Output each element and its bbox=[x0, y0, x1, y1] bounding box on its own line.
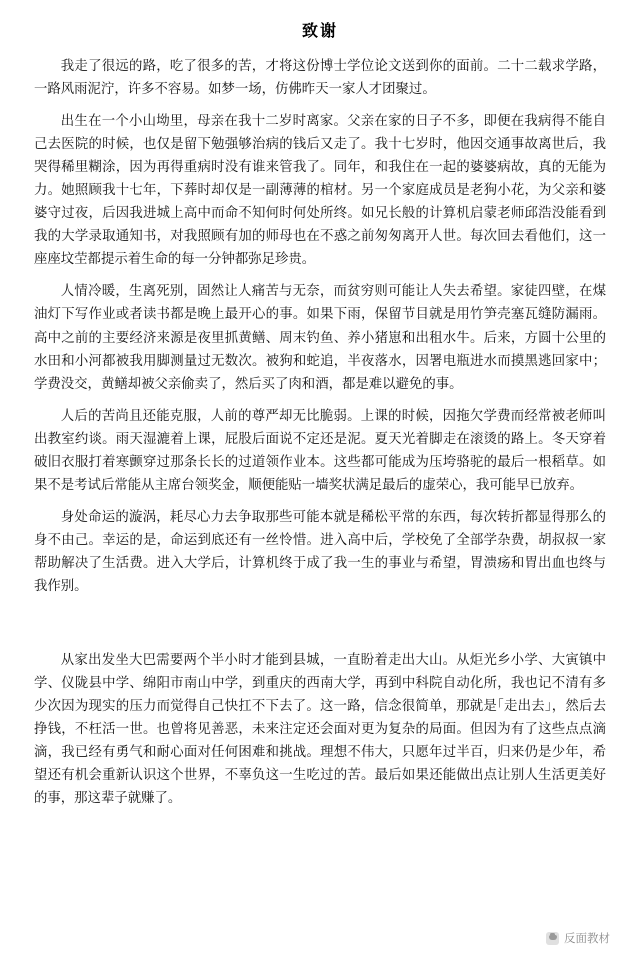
watermark bbox=[546, 930, 610, 946]
section-gap bbox=[34, 607, 606, 649]
weibo-icon bbox=[546, 932, 559, 945]
paragraph: 人后的苦尚且还能克服，人前的尊严却无比脆弱。上课的时候，因拖欠学费而经常被老师叫出教室约谈。雨天湿漉着上课，屁股后面说不定还是泥。夏天光着脚走在滚烫的路上。冬天穿着破旧衣服打着寒颤穿过那条长长的过道领作业本。这些都可能成为压垮骆驼的最后一根稻草。如果不是考试后常能从主席台领奖金，顺便能贴一墙奖状满足最后的虚荣心，我可能早已放弃。 bbox=[34, 408, 606, 493]
paragraph: 人情冷暖，生离死别，固然让人痛苦与无奈，而贫穷则可能让人失去希望。家徒四壁，在煤油灯下写作业或者读书都是晚上最开心的事。如果下雨，保留节目就是用竹笋壳塞瓦缝防漏雨。高中之前的主要经济来源是夜里抓黄鳝、周末钓鱼、养小猪崽和出租水牛。后来，方圆十公里的水田和小河都被我用脚测量过无数次。被狗和蛇追，半夜落水，因署电瓶进水而摸黑逃回家中；学费没交，黄鳝却被父亲偷卖了，然后买了肉和酒，都是难以避免的事。 bbox=[34, 284, 606, 392]
document-body bbox=[34, 55, 606, 810]
watermark-label: 反面教材 bbox=[564, 931, 610, 945]
page-title: 致谢 bbox=[301, 21, 338, 40]
paragraph: 从家出发坐大巴需要两个半小时才能到县城，一直盼着走出大山。从炬光乡小学、大寅镇中学、仪陇县中学、绵阳市南山中学，到重庆的西南大学，再到中科院自动化所，我也记不清有多少次因为现实的压力而觉得自己快扛不下去了。这一路，信念很简单，那就是｢走出去｣，然后去挣钱，不枉活一世。也曾将见善恶，未来注定还会面对更为复杂的局面。但因为有了这些点点滴滴，我已经有勇气和耐心面对任何困难和挑战。理想不伟大，只愿年过半百，归来仍是少年，希望还有机会重新认识这个世界，不辜负这一生吃过的苦。最后如果还能做出点让别人生活更美好的事，那这辈子就赚了。 bbox=[34, 653, 606, 807]
paragraph: 我走了很远的路，吃了很多的苦，才将这份博士学位论文送到你的面前。二十二载求学路，一路风雨泥泞，许多不容易。如梦一场，仿佛昨天一家人才团聚过。 bbox=[34, 59, 606, 98]
paragraph: 身处命运的漩涡，耗尽心力去争取那些可能本就是稀松平常的东西，每次转折都显得那么的身不由己。幸运的是，命运到底还有一丝怜惜。进入高中后，学校免了全部学杂费，胡叔叔一家帮助解决了生活费。进入大学后，计算机终于成了我一生的事业与希望，胃溃疡和胃出血也终与我作别。 bbox=[34, 509, 606, 594]
paragraph: 出生在一个小山坳里，母亲在我十二岁时离家。父亲在家的日子不多，即便在我病得不能自己去医院的时候，也仅是留下勉强够治病的钱后又走了。我十七岁时，他因交通事故离世后，我哭得稀里糊涂，因为再得重病时没有谁来管我了。同年，和我住在一起的婆婆病故，真的无能为力。她照顾我十七年，下葬时却仅是一副薄薄的棺材。另一个家庭成员是老狗小花，为父亲和婆婆守过夜，后因我进城上高中而命不知何时何处所终。如兄长般的计算机启蒙老师邱浩没能看到我的大学录取通知书，对我照顾有加的师母也在不惑之前匆匆离开人世。每次回去看他们，这一座座坟茔都提示着生命的每一分钟都弥足珍贵。 bbox=[34, 114, 606, 268]
